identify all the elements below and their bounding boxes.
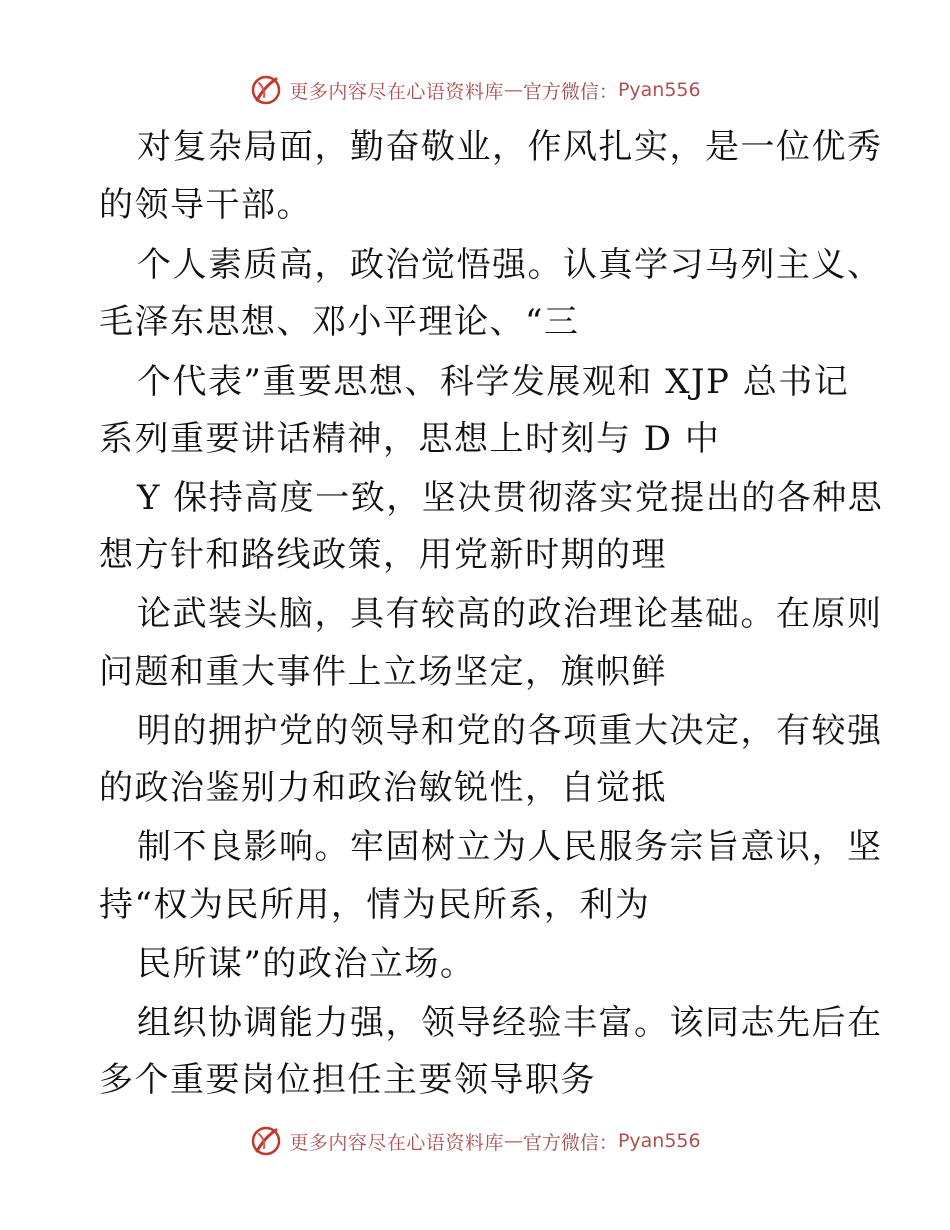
text-line: 制不良影响。牢固树立为人民服务宗旨意识，坚 bbox=[137, 827, 883, 867]
text-line: 多个重要岗位担任主要领导职务 bbox=[99, 1060, 596, 1100]
text-line: 明的拥护党的领导和党的各项重大决定，有较强 bbox=[137, 711, 883, 751]
text-line: 问题和重大事件上立场坚定，旗帜鲜 bbox=[99, 652, 667, 692]
text-line: Y 保持高度一致，坚决贯彻落实党提出的各种思 bbox=[137, 478, 884, 518]
banner-site-text: 更多内容尽在心语资料库 bbox=[289, 1131, 504, 1154]
pen-logo-icon bbox=[249, 73, 283, 107]
text-line: 民所谋”的政治立场。 bbox=[137, 944, 476, 984]
pen-logo-icon bbox=[249, 1124, 283, 1158]
header-watermark-banner bbox=[0, 70, 950, 110]
text-line: 组织协调能力强，领导经验丰富。该同志先后在 bbox=[137, 1003, 883, 1043]
banner-wechat-id: Pyan556 bbox=[617, 79, 701, 101]
text-line: 对复杂局面，勤奋敬业，作风扎实，是一位优秀 bbox=[137, 127, 883, 167]
text-line: 的政治鉴别力和政治敏锐性，自觉抵 bbox=[99, 768, 667, 808]
text-line: 个人素质高，政治觉悟强。认真学习马列主义、 bbox=[137, 245, 883, 285]
banner-official-label: 官方微信： bbox=[522, 1131, 618, 1154]
banner-wechat-id: Pyan556 bbox=[617, 1130, 701, 1152]
text-line: 论武装头脑，具有较高的政治理论基础。在原则 bbox=[137, 594, 883, 634]
footer-watermark-banner bbox=[0, 1121, 950, 1161]
banner-site-text: 更多内容尽在心语资料库 bbox=[289, 80, 504, 103]
banner-separator: — bbox=[503, 1130, 523, 1152]
text-line: 想方针和路线政策，用党新时期的理 bbox=[99, 535, 667, 575]
text-line: 系列重要讲话精神，思想上时刻与 D 中 bbox=[99, 419, 721, 459]
banner-official-label: 官方微信： bbox=[522, 80, 618, 103]
text-line: 的领导干部。 bbox=[99, 185, 312, 225]
banner-separator: — bbox=[503, 79, 523, 101]
text-line: 毛泽东思想、邓小平理论、“三 bbox=[99, 302, 580, 342]
text-line: 个代表”重要思想、科学发展观和 XJP 总书记 bbox=[137, 362, 850, 402]
text-line: 持“权为民所用，情为民所系，利为 bbox=[99, 885, 651, 925]
